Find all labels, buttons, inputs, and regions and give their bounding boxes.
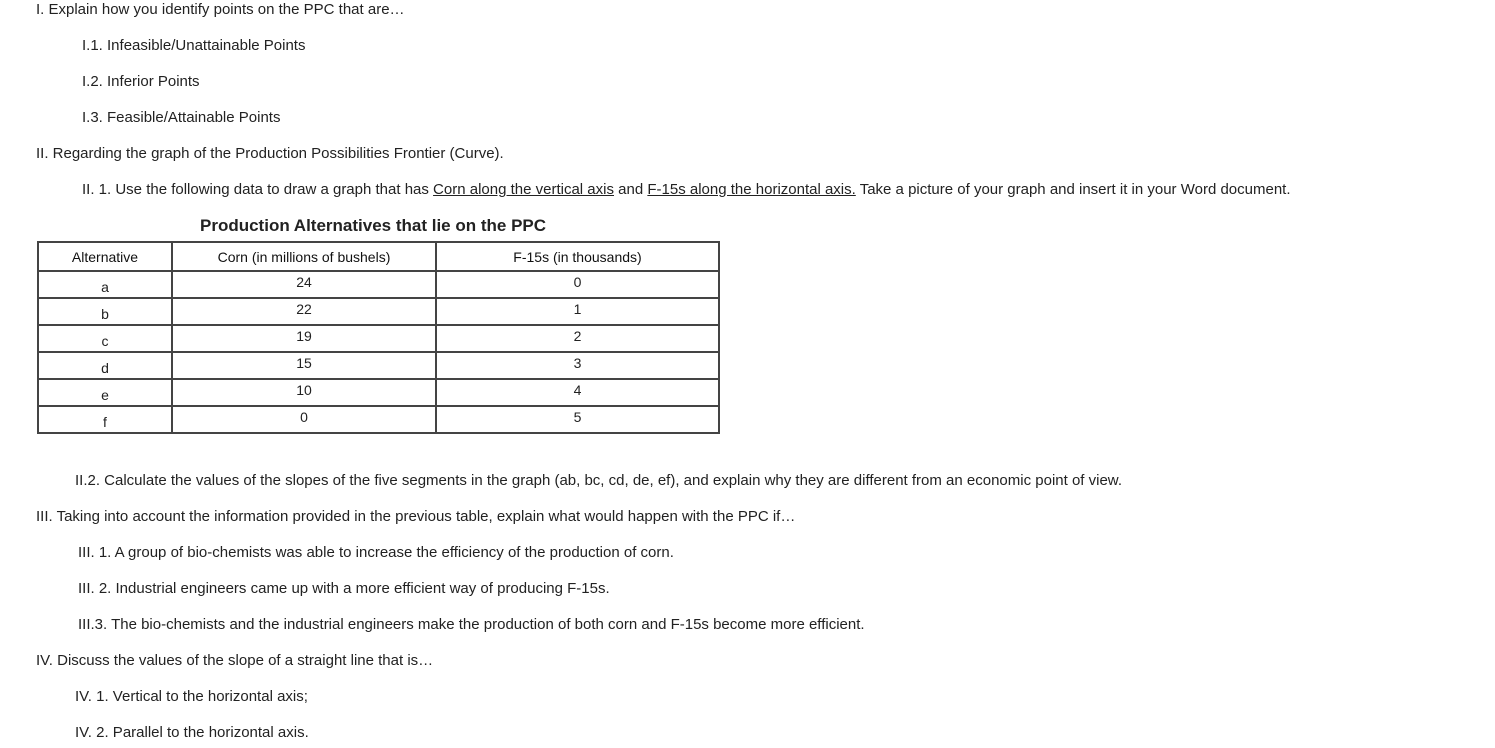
table-row [38, 352, 719, 379]
question-1-2: I.2. Inferior Points [82, 73, 200, 90]
question-2-1-prefix: II. 1. Use the following data to draw a graph that has [82, 181, 434, 198]
cell-alternative: c [38, 325, 172, 352]
cell-f15s: 0 [436, 271, 719, 298]
question-2-1 [82, 181, 1291, 199]
cell-alternative: b [38, 298, 172, 325]
question-2-heading: II. Regarding the graph of the Production Possibilities Frontier (Curve). [36, 145, 504, 162]
cell-alternative: f [38, 406, 172, 433]
cell-corn: 0 [172, 406, 436, 433]
question-3-2: III. 2. Industrial engineers came up with a more efficient way of producing F-15s. [78, 580, 610, 597]
table-header-row [38, 242, 719, 271]
question-4-1: IV. 1. Vertical to the horizontal axis; [75, 688, 308, 705]
question-3-1: III. 1. A group of bio-chemists was able to increase the efficiency of the production of corn. [78, 544, 674, 561]
question-3-heading: III. Taking into account the information provided in the previous table, explain what would happen with the PPC if… [36, 508, 796, 525]
table-caption: Production Alternatives that lie on the PPC [200, 216, 547, 235]
question-4-heading: IV. Discuss the values of the slope of a straight line that is… [36, 652, 434, 669]
cell-corn: 19 [172, 325, 436, 352]
cell-f15s: 5 [436, 406, 719, 433]
table-row [38, 298, 719, 325]
header-alternative: Alternative [38, 242, 172, 271]
question-4-2: IV. 2. Parallel to the horizontal axis. [75, 724, 309, 741]
question-1-heading: I. Explain how you identify points on the PPC that are… [36, 1, 405, 18]
table-row [38, 325, 719, 352]
cell-f15s: 1 [436, 298, 719, 325]
cell-alternative: e [38, 379, 172, 406]
cell-alternative: a [38, 271, 172, 298]
table-row [38, 379, 719, 406]
cell-corn: 22 [172, 298, 436, 325]
cell-corn: 24 [172, 271, 436, 298]
question-1-1: I.1. Infeasible/Unattainable Points [82, 37, 306, 54]
cell-f15s: 4 [436, 379, 719, 406]
ppc-table [37, 241, 720, 434]
cell-corn: 15 [172, 352, 436, 379]
vertical-axis-instruction: Corn along the vertical axis [433, 181, 614, 198]
question-2-1-mid: and [613, 181, 648, 198]
table-row [38, 406, 719, 433]
table-row [38, 271, 719, 298]
cell-alternative: d [38, 352, 172, 379]
question-1-3: I.3. Feasible/Attainable Points [82, 109, 281, 126]
cell-f15s: 3 [436, 352, 719, 379]
horizontal-axis-instruction: F-15s along the horizontal axis. [647, 181, 856, 198]
question-2-1-suffix: Take a picture of your graph and insert it in your Word document. [855, 181, 1291, 198]
question-3-3: III.3. The bio-chemists and the industrial engineers make the production of both corn and F-15s become more efficient. [78, 616, 865, 633]
cell-f15s: 2 [436, 325, 719, 352]
header-f15s: F-15s (in thousands) [436, 242, 719, 271]
cell-corn: 10 [172, 379, 436, 406]
question-2-2: II.2. Calculate the values of the slopes of the five segments in the graph (ab, bc, cd, de, ef), and explain why they are different from an economic point of view. [75, 472, 1122, 489]
header-corn: Corn (in millions of bushels) [172, 242, 436, 271]
